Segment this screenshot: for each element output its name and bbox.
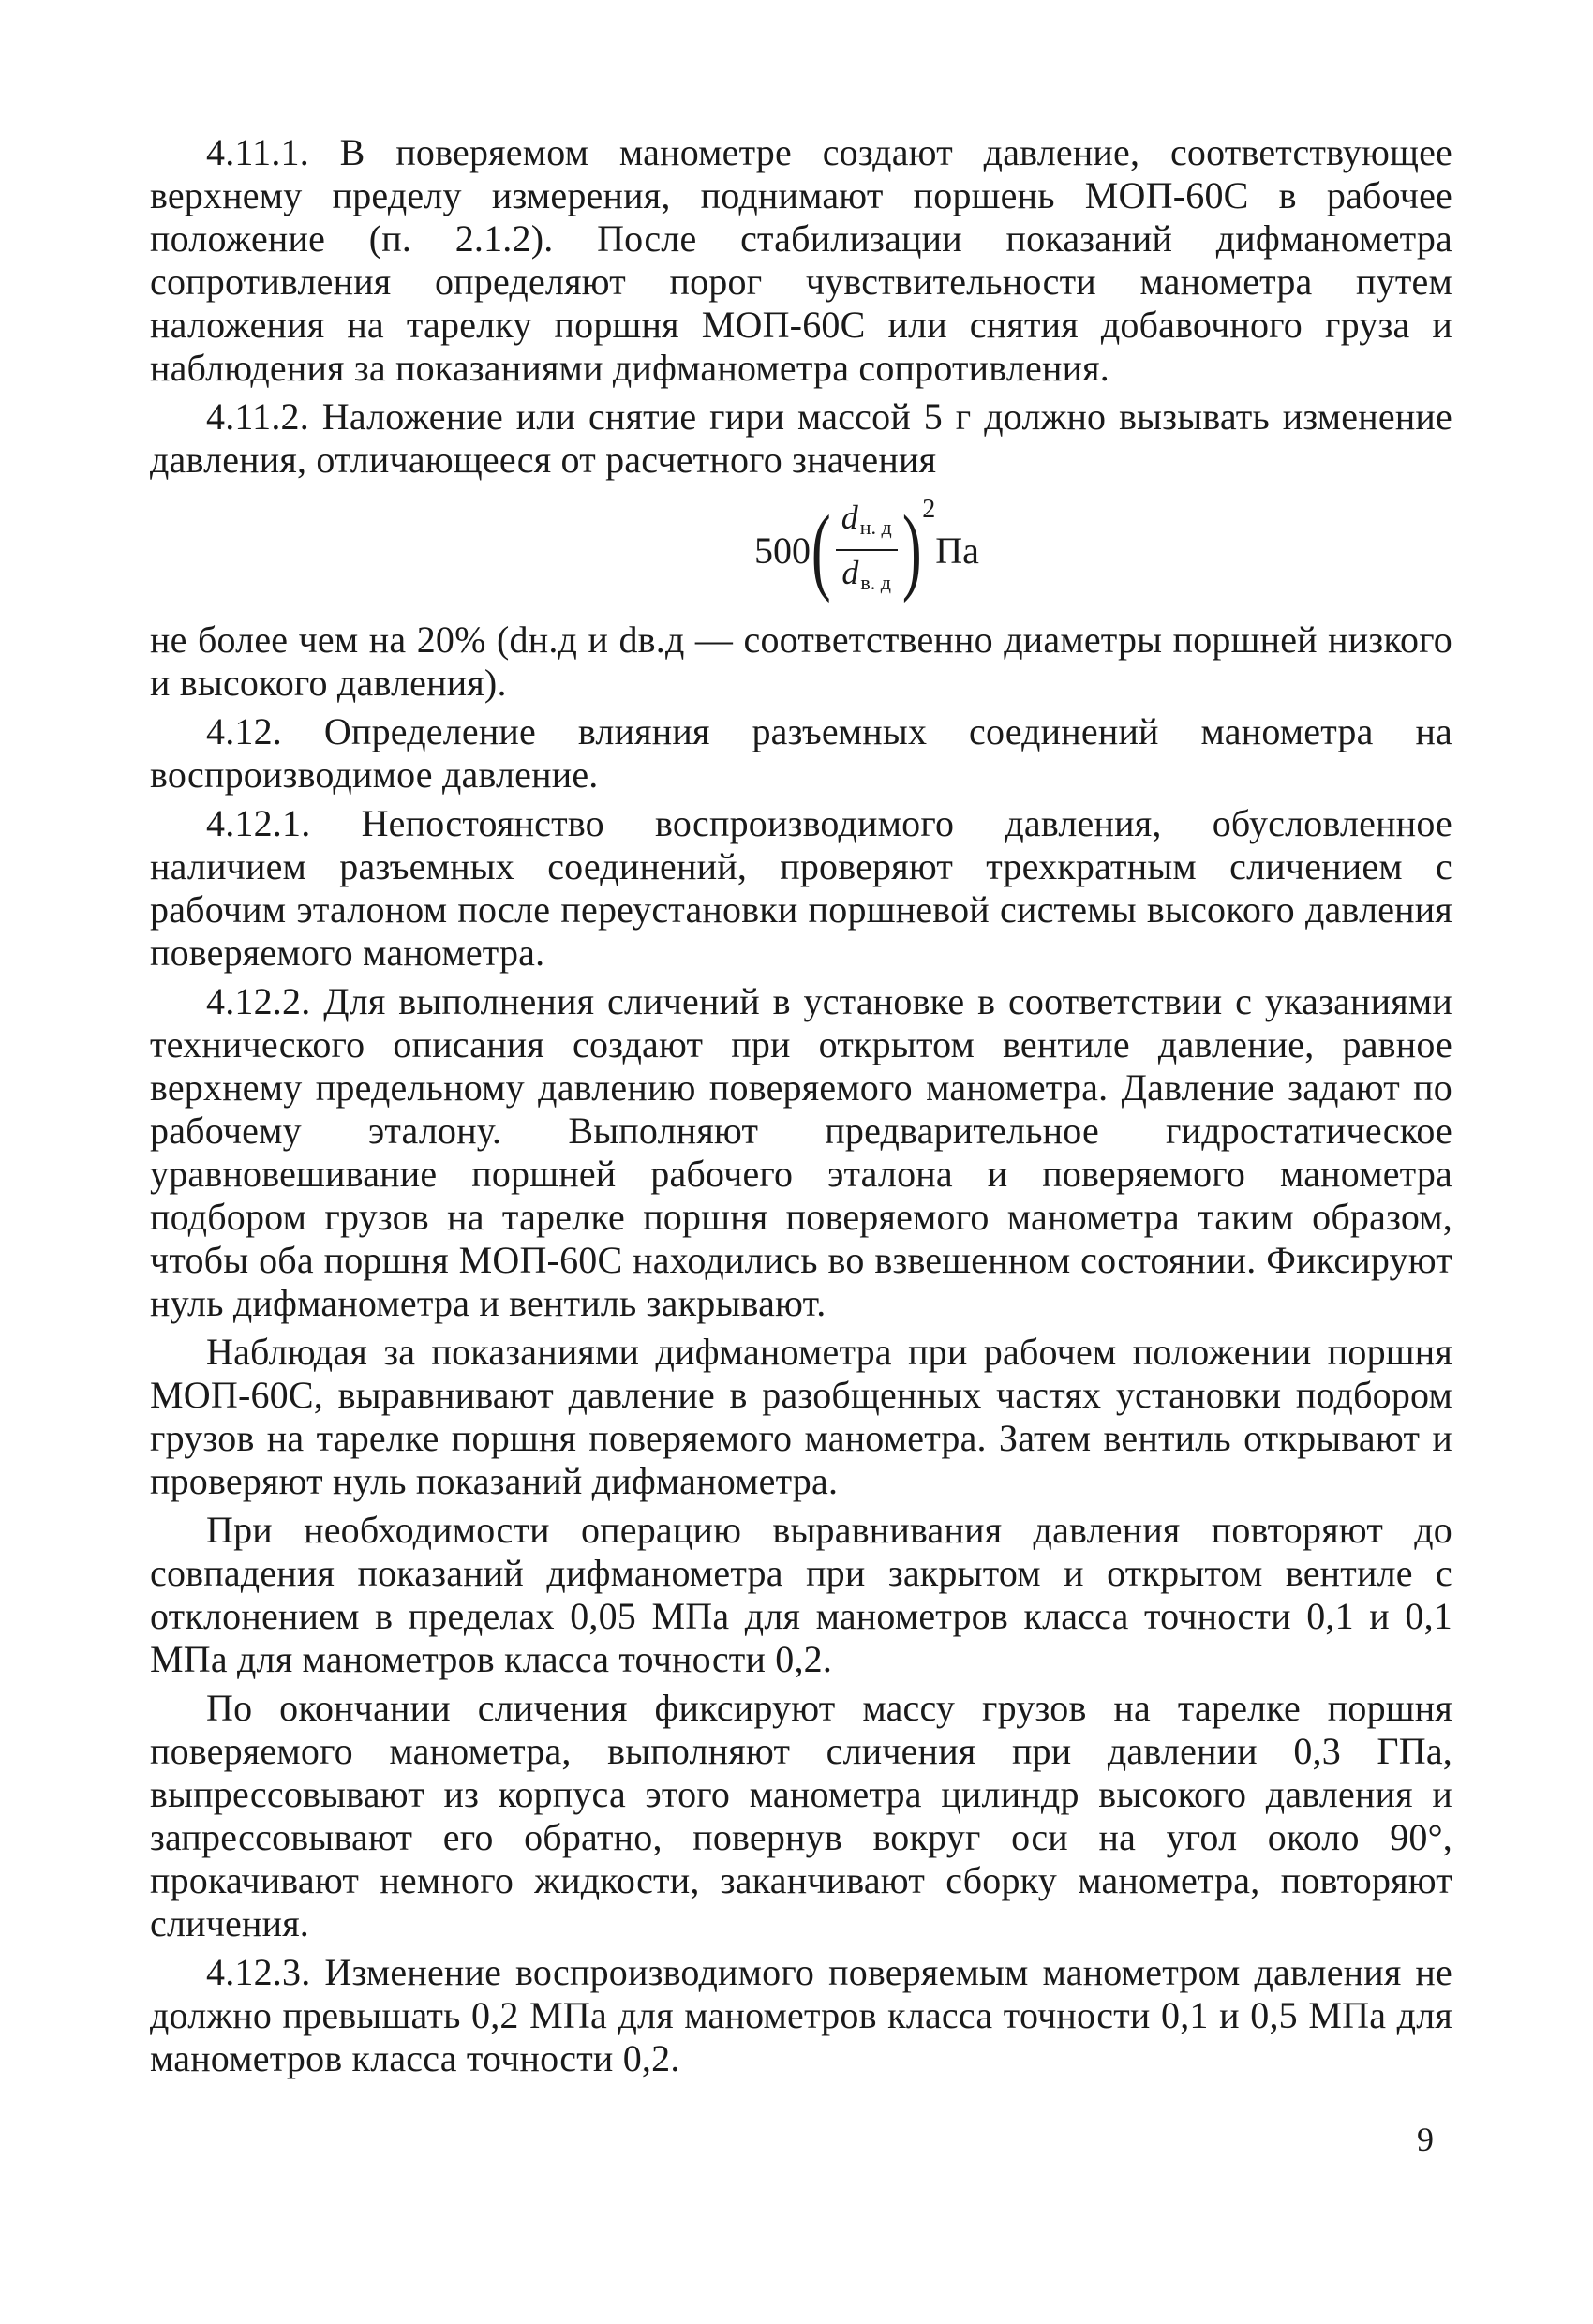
formula-numerator-subscript: н. д xyxy=(859,515,892,539)
formula-exponent: 2 xyxy=(922,495,936,524)
paragraph-4-11-1: 4.11.1. В поверяемом манометре создают давление, соответствующее верхнему пределу измерения, поднимают поршень МОП-60С в рабочее положение (п. 2.1.2). После стабилизации показаний дифманометра сопротивления определяют порог чувствительности манометра путем наложения на тарелку поршня МОП-60С или снятия добавочного груза и наблюдения за показаниями дифманометра сопротивления. xyxy=(150,131,1452,389)
fraction-bar xyxy=(836,549,898,551)
paragraph-observation: Наблюдая за показаниями дифманометра при рабочем положении поршня МОП-60С, выравнивают давление в разобщенных частях установки подбором грузов на тарелке поршня поверяемого манометра. Затем вентиль открывают и проверяют нуль показаний дифманометра. xyxy=(150,1331,1452,1502)
formula-right-paren: ) xyxy=(901,496,922,603)
formula-unit: Па xyxy=(935,529,979,572)
paragraph-completion: По окончании сличения фиксируют массу грузов на тарелке поршня поверяемого манометра, выполняют сличения при давлении 0,3 ГПа, выпрессовывают из корпуса этого манометра цилиндр высокого давления и запрессовывают его обратно, повернув вокруг оси на угол около 90°, прокачивают немного жидкости, заканчивают сборку манометра, повторяют сличения. xyxy=(150,1687,1452,1944)
formula-denominator: $d_{в. д}$ xyxy=(841,554,891,594)
formula-left-paren: ( xyxy=(811,496,831,603)
formula-coefficient: 500 xyxy=(754,529,811,572)
paragraph-4-12-2: 4.12.2. Для выполнения сличений в установке в соответствии с указаниями технического описания создают при открытом вентиле давление, равное верхнему предельному давлению поверяемого манометра. Давление задают по рабочему эталону. Выполняют предварительное гидростатическое уравновешивание поршней рабочего эталона и поверяемого манометра подбором грузов на тарелке поршня поверяемого манометра таким образом, чтобы оба поршня МОП-60С находились во взвешенном состоянии. Фиксируют нуль дифманометра и вентиль закрывают. xyxy=(150,980,1452,1324)
formula-numerator: $d_{н. д}$ xyxy=(841,499,892,539)
formula-fraction xyxy=(836,498,898,603)
paragraph-repeat: При необходимости операцию выравнивания давления повторяют до совпадения показаний дифманометра при закрытом и открытом вентиле с отклонением в пределах 0,05 МПа для манометров класса точности 0,1 и 0,1 МПа для манометров класса точности 0,2. xyxy=(150,1509,1452,1680)
page-number: 9 xyxy=(1417,2121,1434,2158)
formula-denominator-subscript: в. д xyxy=(860,571,891,594)
document-page xyxy=(150,131,1452,2086)
paragraph-4-12-3: 4.12.3. Изменение воспроизводимого поверяемым манометром давления не должно превышать 0,2 МПа для манометров класса точности 0,1 и 0,5 МПа для манометров класса точности 0,2. xyxy=(150,1951,1452,2079)
paragraph-4-12-1: 4.12.1. Непостоянство воспроизводимого давления, обусловленное наличием разъемных соединений, проверяют трехкратным сличением с рабочим эталоном после переустановки поршневой системы высокого давления поверяемого манометра. xyxy=(150,802,1452,974)
sensitivity-formula xyxy=(281,489,1452,611)
paragraph-tolerance: не более чем на 20% (dн.д и dв.д — соответственно диаметры поршней низкого и высокого давления). xyxy=(150,618,1452,704)
paragraph-4-12: 4.12. Определение влияния разъемных соединений манометра на воспроизводимое давление. xyxy=(150,710,1452,796)
paragraph-4-11-2: 4.11.2. Наложение или снятие гири массой 5 г должно вызывать изменение давления, отличающееся от расчетного значения xyxy=(150,395,1452,481)
